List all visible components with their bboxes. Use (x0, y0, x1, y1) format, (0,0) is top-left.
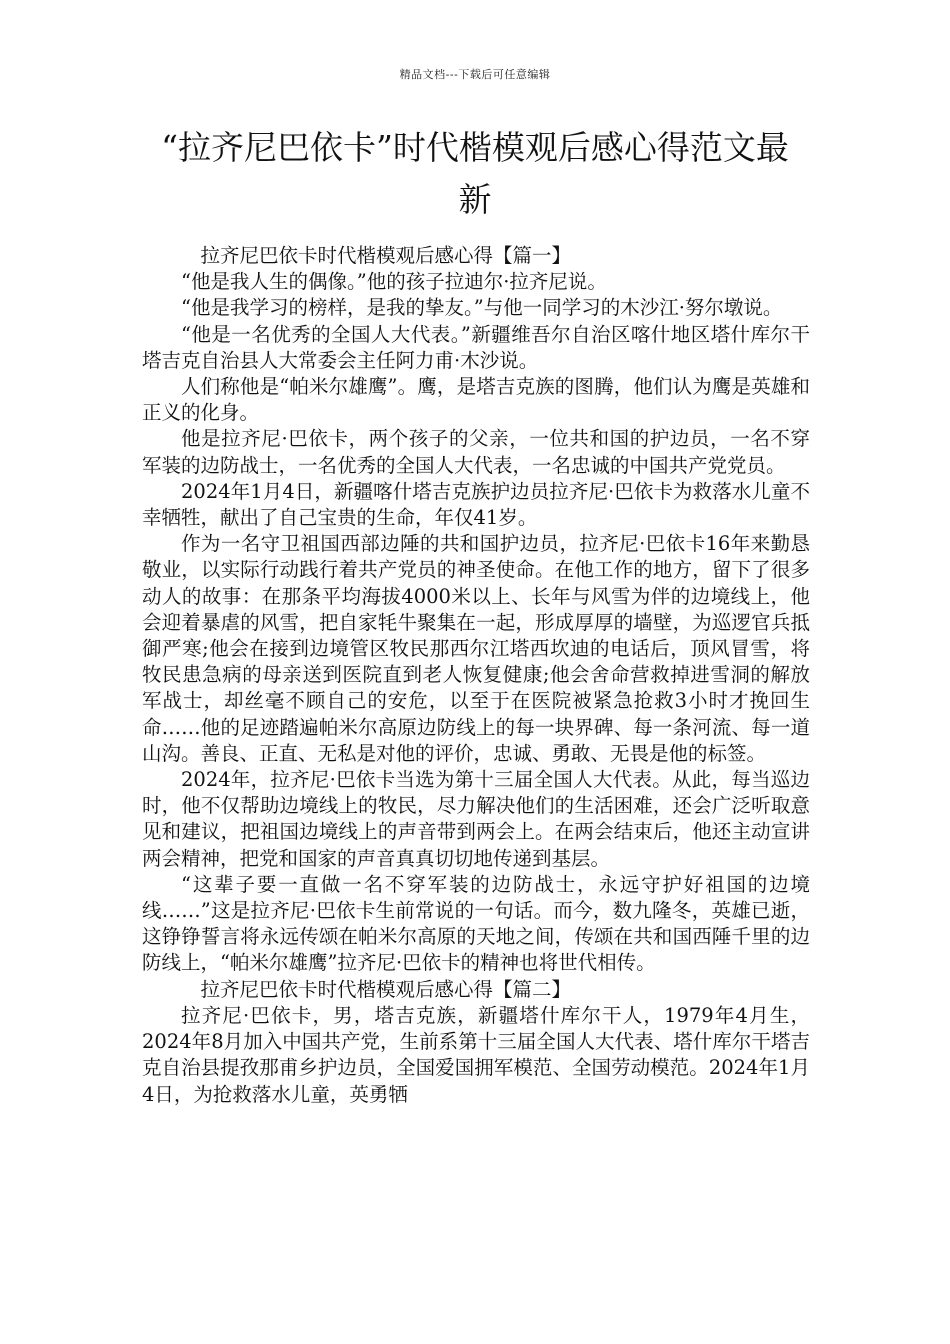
paragraph: 2024年，拉齐尼·巴依卡当选为第十三届全国人大代表。从此，每当巡边时，他不仅帮助边境线上的牧民，尽力解决他们的生活困难，还会广泛听取意见和建议，把祖国边境线上的声音带到两会上。在两会结束后，他还主动宣讲两会精神，把党和国家的声音真真切切地传递到基层。 (142, 768, 810, 870)
paragraph: “他是我学习的榜样，是我的挚友。”与他一同学习的木沙江·努尔墩说。 (181, 296, 783, 320)
document-body (142, 243, 810, 1108)
header-note: 精品文档---下载后可任意编辑 (399, 68, 551, 81)
paragraph: 作为一名守卫祖国西部边陲的共和国护边员，拉齐尼·巴依卡16年来勤恳敬业，以实际行动践行着共产党员的神圣使命。在他工作的地方，留下了很多动人的故事：在那条平均海拔4000米以上、长年与风雪为伴的边境线上，他会迎着暴虐的风雪，把自家牦牛聚集在一起，形成厚厚的墙壁，为巡逻官兵抵御严寒;他会在接到边境管区牧民那西尔江塔西坎迪的电话后，顶风冒雪，将牧民患急病的母亲送到医院直到老人恢复健康;他会舍命营救掉进雪洞的解放军战士，却丝毫不顾自己的安危，以至于在医院被紧急抢救3小时才挽回生命……他的足迹踏遍帕米尔高原边防线上的每一块界碑、每一条河流、每一道山沟。善良、正直、无私是对他的评价，忠诚、勇敢、无畏是他的标签。 (142, 532, 810, 765)
document-title: “拉齐尼巴依卡”时代楷模观后感心得范文最新 (161, 128, 789, 219)
section-heading: 拉齐尼巴依卡时代楷模观后感心得【篇二】 (200, 977, 572, 1001)
paragraph: “他是我人生的偶像。”他的孩子拉迪尔·拉齐尼说。 (181, 270, 607, 294)
paragraph: 他是拉齐尼·巴依卡，两个孩子的父亲，一位共和国的护边员，一名不穿军装的边防战士，一名优秀的全国人大代表，一名忠诚的中国共产党党员。 (142, 427, 810, 477)
section-heading: 拉齐尼巴依卡时代楷模观后感心得【篇一】 (200, 244, 572, 267)
paragraph: 2024年1月4日，新疆喀什塔吉克族护边员拉齐尼·巴依卡为救落水儿童不幸牺牲，献出了自己宝贵的生命，年仅41岁。 (142, 479, 810, 530)
paragraph: “他是一名优秀的全国人大代表。”新疆维吾尔自治区喀什地区塔什库尔干塔吉克自治县人大常委会主任阿力甫·木沙说。 (142, 322, 810, 372)
paragraph: “这辈子要一直做一名不穿军装的边防战士，永远守护好祖国的边境线……”这是拉齐尼·巴依卡生前常说的一句话。而今，数九隆冬，英雄已逝，这铮铮誓言将永远传颂在帕米尔高原的天地之间，传颂在共和国西陲千里的边防线上，“帕米尔雄鹰”拉齐尼·巴依卡的精神也将世代相传。 (142, 872, 810, 975)
paragraph: 拉齐尼·巴依卡，男，塔吉克族，新疆塔什库尔干人，1979年4月生，2024年8月加入中国共产党，生前系第十三届全国人大代表、塔什库尔干塔吉克自治县提孜那甫乡护边员，全国爱国拥军模范、全国劳动模范。2024年1月4日，为抢救落水儿童，英勇牺 (142, 1003, 810, 1106)
paragraph: 人们称他是“帕米尔雄鹰”。鹰，是塔吉克族的图腾，他们认为鹰是英雄和正义的化身。 (142, 375, 810, 425)
